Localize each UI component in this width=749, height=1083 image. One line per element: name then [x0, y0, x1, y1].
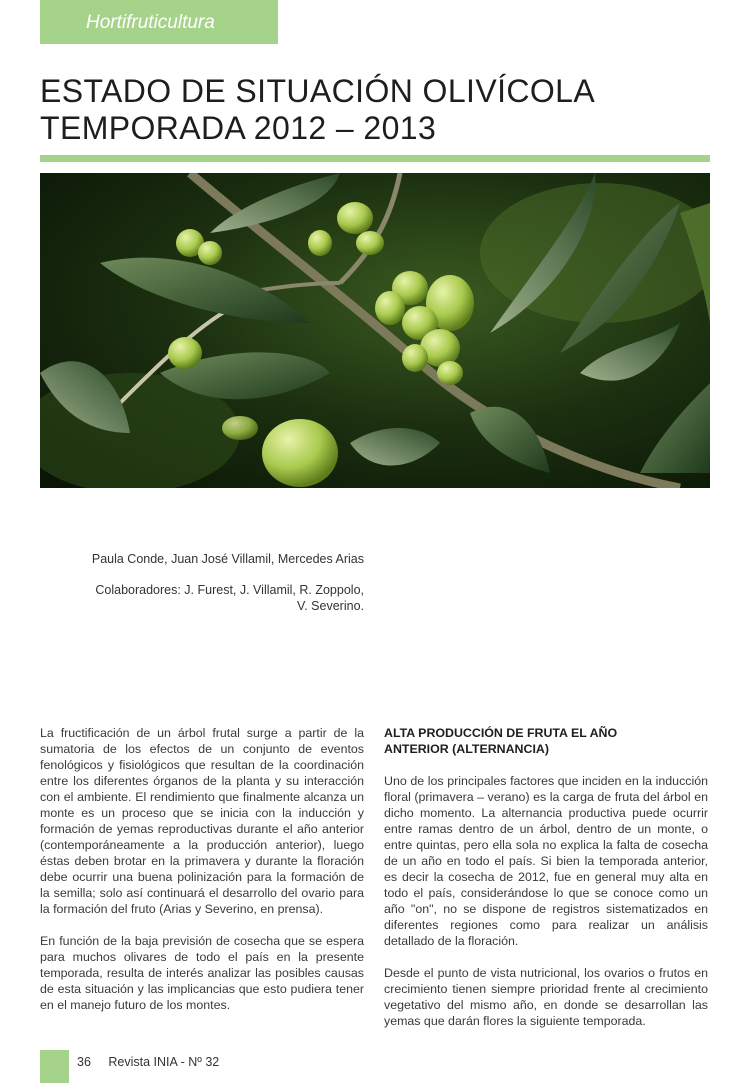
olive-branch-photo [40, 173, 710, 488]
title-line-1: ESTADO DE SITUACIÓN OLIVÍCOLA [40, 73, 596, 109]
title-divider [40, 155, 710, 162]
collaborators-line-2: V. Severino. [297, 599, 364, 613]
collaborators [40, 582, 364, 614]
page-title [40, 73, 720, 147]
body-column-left [40, 725, 364, 1029]
title-line-2: TEMPORADA 2012 – 2013 [40, 110, 437, 146]
section-label: Hortifruticultura [86, 12, 215, 33]
authors: Paula Conde, Juan José Villamil, Mercedes Arias [91, 552, 364, 566]
publication-name: Revista INIA - Nº 32 [108, 1055, 220, 1069]
page-number: 36 [77, 1055, 91, 1069]
section-heading [384, 725, 708, 757]
footer-accent-block [40, 1050, 69, 1083]
section-heading-line-2: ANTERIOR (ALTERNANCIA) [384, 742, 549, 756]
body-column-right [384, 725, 708, 1045]
olive-branch-illustration [40, 173, 710, 488]
paragraph: La fructificación de un árbol frutal surge a partir de la sumatoria de los efectos de un conjunto de eventos fenológicos y fisiológicos que resultan de la coordinación entre los diferentes órganos de la planta y su interacción con el ambiente. El rendimiento que finalmente alcanza un monte es un proceso que se inicia con la inducción y formación de yemas reproductivas durante el año anterior (contemporáneamente a la producción anterior), luego éstas deben brotar en la primavera y durante la floración debe ocurrir una buena polinización para la formación de la semilla; solo así continuará el desarrollo del ovario para la formación del fruto (Arias y Severino, en prensa). [40, 726, 364, 916]
paragraph: En función de la baja previsión de cosecha que se espera para muchos olivares de todo el país en la presente temporada, resulta de interés analizar las posibles causas de esta situación y las implicancias que esto pudiera tener en el manejo futuro de los montes. [40, 934, 364, 1012]
collaborators-line-1: Colaboradores: J. Furest, J. Villamil, R. Zoppolo, [95, 583, 364, 597]
paragraph: Uno de los principales factores que inciden en la inducción floral (primavera – verano) es la carga de fruta del árbol en dicho momento. La alternancia productiva puede ocurrir entre ramas dentro de un árbol, dentro de un monte, o entre quintas, pero ella sola no explica la falta de cosecha de un año en todo el país. Si bien la temporada anterior, es decir la cosecha de 2012, fue en general muy alta en todo el país, considerándose lo que se conoce como un año "on", no se dispone de registros sistematizados en diferentes regiones como para realizar un análisis detallado de la floración. [384, 774, 708, 948]
page-footer [77, 1055, 219, 1069]
section-tab [40, 0, 278, 44]
section-heading-line-1: ALTA PRODUCCIÓN DE FRUTA EL AÑO [384, 726, 618, 740]
paragraph: Desde el punto de vista nutricional, los ovarios o frutos en crecimiento tienen siempre prioridad frente al crecimiento vegetativo del mismo año, en donde se desarrollan las yemas que darán flores la siguiente temporada. [384, 966, 708, 1028]
